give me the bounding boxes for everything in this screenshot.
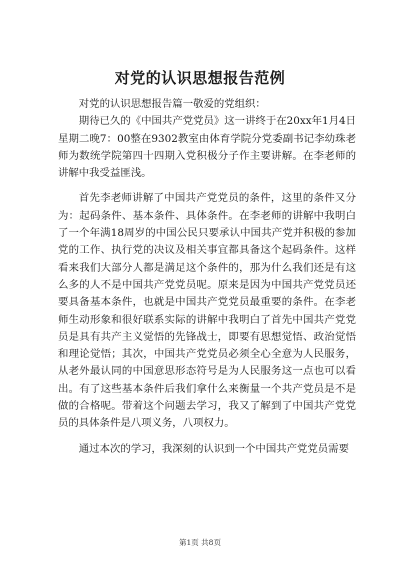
paragraph-conditions: 首先李老师讲解了中国共产党党员的条件，这里的条件又分为：起码条件、基本条件、具体条件。在李老师的讲解中我明白了一个年满18周岁的中国公民只要承认中国共产党并积极的参加党的工作、执行党的决议及相关事宜都具备这个起码条件。这样看来我们大部分人都是满足这个条件的，那为什么我们还是有这么多的人不是中国共产党党员呢。原来是因为中国共产党党员还要具备基本条件，也就是中国共产党党员最重要的条件。在李老师生动形象和很好联系实际的讲解中我明白了首先中国共产党党员是具有共产主义觉悟的先锋战士，即要有思想觉悟、政治觉悟和理论觉悟；其次，中国共产党党员必须全心全意为人民服务，从老外最认同的中国意思形态符号是为人民服务这一点也可以看出。有了这些基本条件后我们拿什么来衡量一个共产党员是不是做的合格呢。带着这个问题去学习，我又了解到了中国共产党党员的具体条件是八项义务，八项权力。 — [58, 192, 356, 430]
paragraph-conclusion: 通过本次的学习，我深刻的认识到一个中国共产党党员需要 — [78, 442, 349, 455]
paragraph-salutation: 对党的认识思想报告篇一敬爱的党组织： — [78, 98, 266, 110]
page-number-footer: 第1页 共8页 — [179, 538, 221, 547]
paragraph-intro: 期待已久的《中国共产党党员》这一讲终于在20xx年1月4日星期二晚7：00整在9302教室由体育学院分党委副书记李幼珠老师为数统学院第四十四期入党积极分子作主要讲解。在李老师的讲解中我受益匪浅。 — [58, 115, 356, 180]
document-body — [58, 96, 356, 458]
document-title: 对党的认识思想报告范例 — [114, 69, 286, 87]
